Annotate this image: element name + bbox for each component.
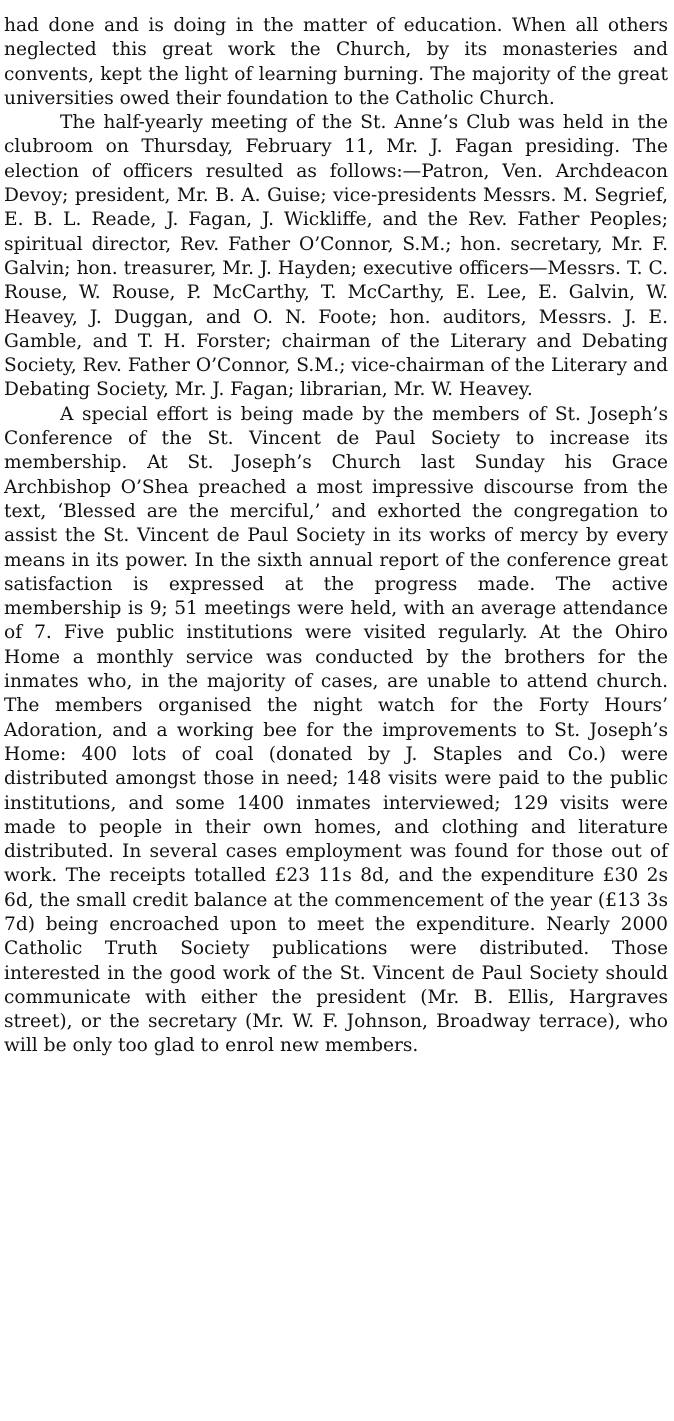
- education-paragraph-continued: had done and is doing in the matter of education. When all others neglected this great work the Church, by its monasteries and convents, kept the light of learning burning. The majority of the great universities owed their foundation to the Catholic Church.: [4, 15, 668, 109]
- st-annes-club-paragraph: The half-yearly meeting of the St. Anne’s Club was held in the clubroom on Thursday, February 11, Mr. J. Fagan presiding. The election of officers resulted as follows:—Patron, Ven. Archdeacon Devoy; president, Mr. B. A. Guise; vice-presidents Messrs. M. Segrief, E. B. L. Reade, J. Fagan, J. Wickliffe, and the Rev. Father Peoples; spiritual director, Rev. Father O’Connor, S.M.; hon. secretary, Mr. F. Galvin; hon. treasurer, Mr. J. Hayden; executive officers—Messrs. T. C. Rouse, W. Rouse, P. McCarthy, T. McCarthy, E. Lee, E. Galvin, W. Heavey, J. Duggan, and O. N. Foote; hon. auditors, Messrs. J. E. Gamble, and T. H. Forster; chairman of the Literary and Debating Society, Rev. Father O’Connor, S.M.; vice-chairman of the Literary and Debating Society, Mr. J. Fagan; librarian, Mr. W. Heavey.: [4, 112, 668, 401]
- st-vincent-de-paul-paragraph: A special effort is being made by the members of St. Joseph’s Conference of the St. Vincent de Paul Society to increase its membership. At St. Joseph’s Church last Sunday his Grace Archbishop O’Shea preached a most impressive discourse from the text, ‘Blessed are the merciful,’ and exhorted the congregation to assist the St. Vincent de Paul Society in its works of mercy by every means in its power. In the sixth annual report of the conference great satisfaction is expressed at the progress made. The active membership is 9; 51 meetings were held, with an average attendance of 7. Five public institutions were visited regularly. At the Ohiro Home a monthly service was conducted by the brothers for the inmates who, in the majority of cases, are unable to attend church. The members organised the night watch for the Forty Hours’ Adoration, and a working bee for the improvements to St. Joseph’s Home: 400 lots of coal (donated by J. Staples and Co.) were distributed amongst those in need; 148 visits were paid to the public institutions, and some 1400 inmates interviewed; 129 visits were made to people in their own homes, and clothing and literature distributed. In several cases employment was found for those out of work. The receipts totalled £23 11s 8d, and the expenditure £30 2s 6d, the small credit balance at the commencement of the year (£13 3s 7d) being encroached upon to meet the expenditure. Nearly 2000 Catholic Truth Society publications were distributed. Those interested in the good work of the St. Vincent de Paul Society should communicate with either the president (Mr. B. Ellis, Hargraves street), or the secretary (Mr. W. F. Johnson, Broadway terrace), who will be only too glad to enrol new members.: [4, 403, 668, 1057]
